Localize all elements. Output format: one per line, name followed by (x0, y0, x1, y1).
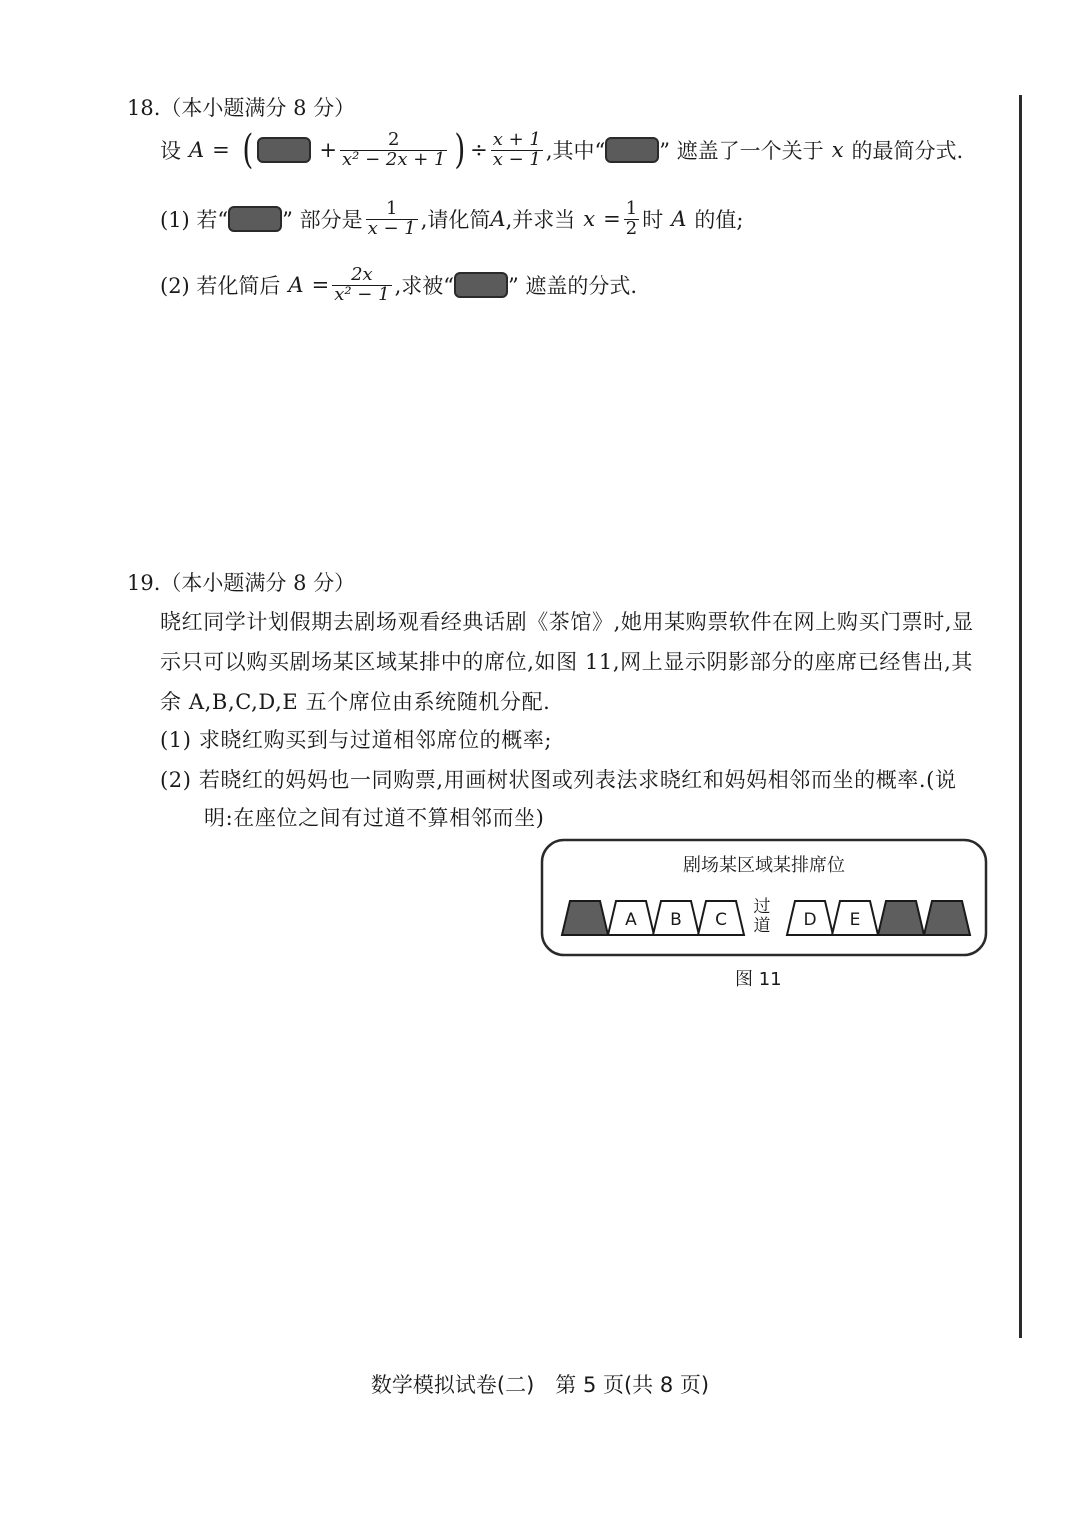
sold-seat (878, 901, 924, 935)
figure-title: 剧场某区域某排席位 (683, 855, 845, 876)
q18-part1-tail: 的值; (694, 208, 744, 233)
q18-part2-lead: (2) 若化简后 (160, 274, 281, 299)
frac-denominator: 2 (625, 217, 638, 239)
var-A: A (288, 273, 304, 298)
covered-fraction-mask (454, 272, 508, 298)
equals-sign: = (603, 207, 621, 232)
seat-label: D (803, 910, 817, 930)
fraction-x-plus-1-over-x-minus-1 (491, 128, 543, 170)
binding-margin-rule (1019, 95, 1022, 1338)
sold-seat (562, 901, 608, 935)
q18-part1-mid3: ,并求当 (505, 208, 576, 233)
q18-part1-mid1: ” 部分是 (282, 208, 363, 233)
frac-denominator: x − 1 (367, 217, 416, 239)
q18-part1-lead: (1) 若“ (160, 208, 229, 233)
seat-label: C (715, 910, 727, 930)
frac-denominator: x² − 1 (334, 283, 390, 305)
frac-numerator: 2x (351, 264, 373, 285)
var-x: x (831, 138, 844, 162)
frac-numerator: 1 (385, 198, 398, 219)
equals-sign: = (311, 273, 330, 298)
var-A: A (490, 207, 506, 232)
frac-numerator: 2 (388, 128, 400, 150)
left-paren: ( (242, 127, 254, 173)
q19-para-line-1: 晓红同学计划假期去剧场观看经典话剧《茶馆》,她用某购票软件在网上购买门票时,显 (160, 610, 974, 634)
q18-part1 (160, 200, 743, 239)
fraction-2-over-x2-2x-1 (340, 128, 447, 170)
divide-sign: ÷ (470, 138, 488, 162)
q18-heading: 18.（本小题满分 8 分） (127, 96, 356, 120)
q19-para-line-3: 余 A,B,C,D,E 五个席位由系统随机分配. (160, 690, 551, 714)
q18-stem-tail2: 的最简分式. (851, 139, 964, 163)
q18-part1-mid2: ,请化简 (420, 208, 491, 233)
q19-part2-line-2: 明:在座位之间有过道不算相邻而坐) (204, 806, 545, 830)
figure-11-seating-diagram (540, 838, 988, 958)
q19-part2-line-1: (2) 若晓红的妈妈也一同购票,用画树状图或列表法求晓红和妈妈相邻而坐的概率.(说 (160, 768, 957, 792)
q18-stem-tail1: ” 遮盖了一个关于 (659, 139, 824, 163)
figure-caption: 图 11 (735, 969, 782, 990)
seat-label: B (670, 910, 682, 930)
var-A: A (671, 207, 687, 232)
page-footer: 数学模拟试卷(二) 第 5 页(共 8 页) (370, 1373, 710, 1397)
covered-fraction-mask (228, 206, 282, 232)
fraction-1-over-x-minus-1 (366, 200, 418, 239)
right-paren: ) (454, 127, 466, 173)
q19-heading: 19.（本小题满分 8 分） (127, 571, 356, 595)
sold-seat (924, 901, 970, 935)
q19-part1: (1) 求晓红购买到与过道相邻席位的概率; (160, 728, 553, 752)
q18-stem (160, 127, 964, 173)
q18-part2-mid: ,求被“ (394, 274, 454, 299)
seat-label: A (625, 910, 637, 930)
q18-part2 (160, 266, 637, 305)
equals-sign: = (212, 138, 230, 162)
q19-para-line-2: 示只可以购买剧场某区域某排中的席位,如图 11,网上显示阴影部分的座席已经售出,其 (160, 650, 974, 674)
covered-fraction-mask (257, 137, 311, 163)
frac-denominator: x² − 2x + 1 (342, 148, 446, 170)
frac-denominator: x − 1 (492, 148, 541, 170)
covered-fraction-mask (605, 137, 659, 163)
fraction-one-half (624, 200, 639, 239)
plus-sign: + (319, 138, 337, 162)
seat-label: E (849, 910, 861, 930)
var-x: x (583, 207, 596, 232)
aisle-label-2: 道 (753, 916, 771, 936)
q18-stem-lead: 设 (160, 139, 181, 163)
frac-numerator: 1 (625, 198, 638, 219)
frac-numerator: x + 1 (492, 128, 541, 150)
var-A: A (189, 138, 205, 162)
aisle-label-1: 过 (753, 897, 771, 917)
fraction-2x-over-x2-minus-1 (332, 266, 391, 305)
q18-part2-tail: ” 遮盖的分式. (507, 274, 638, 299)
q18-part1-mid4: 时 (642, 208, 664, 233)
q18-stem-mid: ,其中“ (545, 139, 606, 163)
